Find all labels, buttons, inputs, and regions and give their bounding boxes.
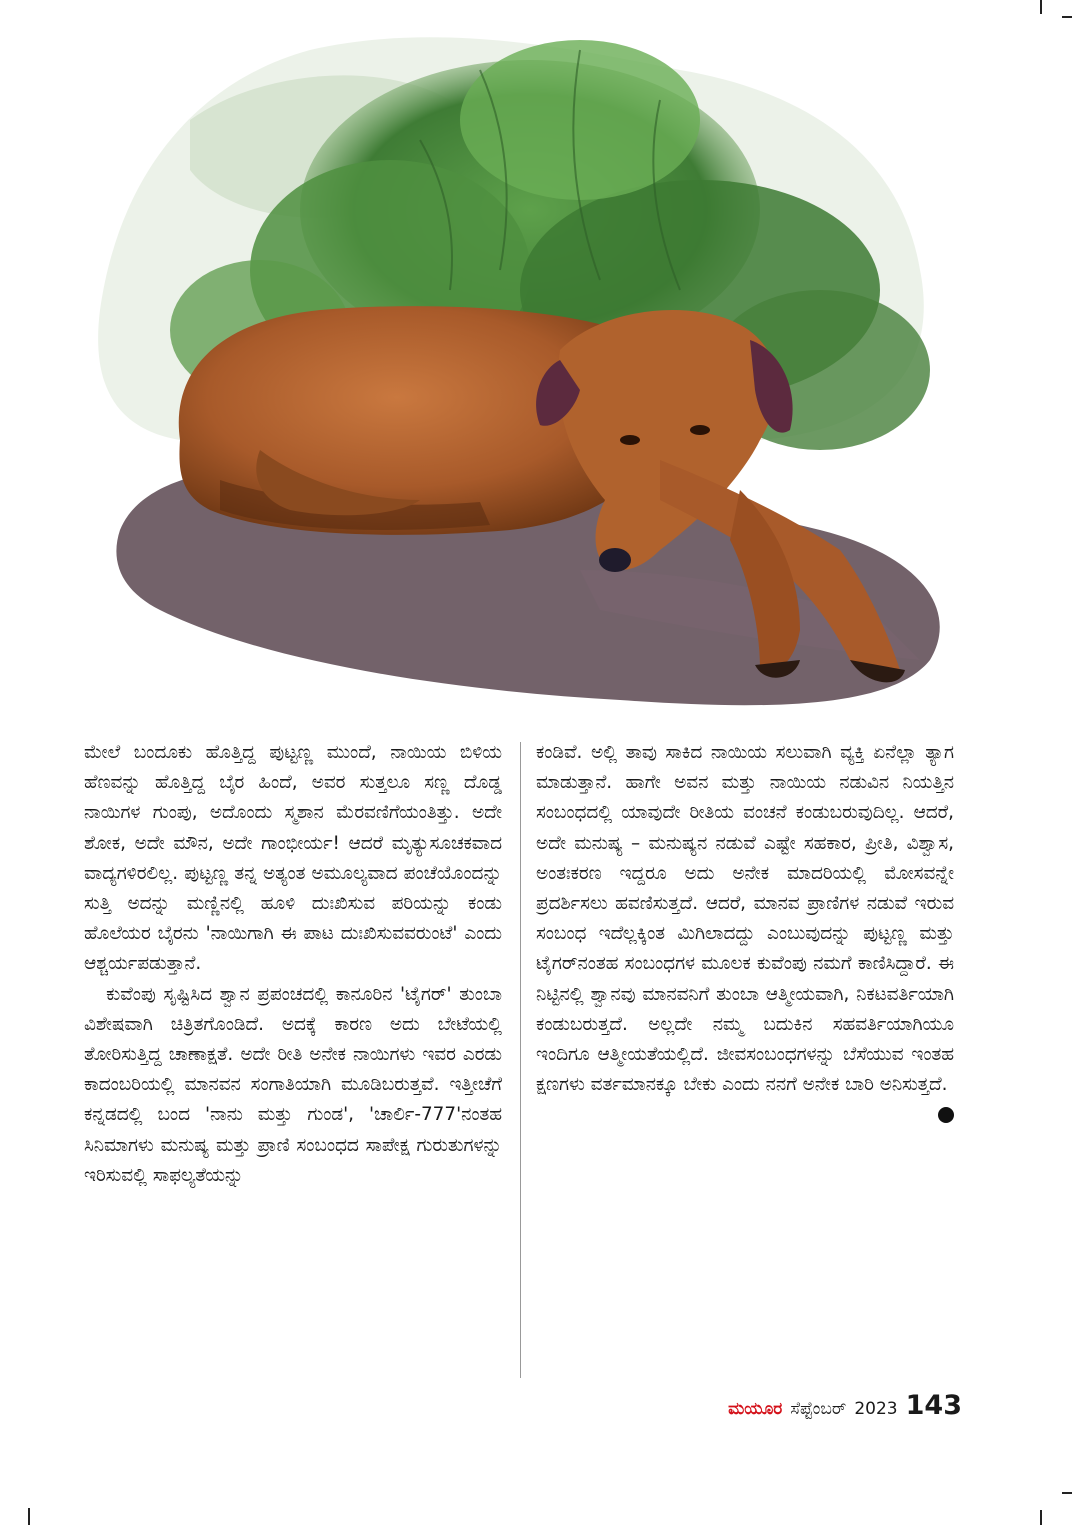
article-column-left [84, 738, 502, 1191]
crop-mark-bottom [1040, 1510, 1042, 1525]
paragraph [536, 738, 954, 1100]
paragraph: ಕುವೆಂಪು ಸೃಷ್ಟಿಸಿದ ಶ್ವಾನ ಪ್ರಪಂಚದಲ್ಲಿ ಕಾನೂರಿನ 'ಟೈಗರ್' ತುಂಬಾ ವಿಶೇಷವಾಗಿ ಚಿತ್ರಿತಗೊಂಡಿದೆ. ಅದಕ್ಕೆ ಕಾರಣ ಅದು ಬೇಟೆಯಲ್ಲಿ ತೋರಿಸುತ್ತಿದ್ದ ಚಾಣಾಕ್ಷತೆ. ಅದೇ ರೀತಿ ಅನೇಕ ನಾಯಿಗಳು ಇವರ ಎರಡು ಕಾದಂಬರಿಯಲ್ಲಿ ಮಾನವನ ಸಂಗಾತಿಯಾಗಿ ಮೂಡಿಬರುತ್ತವೆ. ಇತ್ತೀಚೆಗೆ ಕನ್ನಡದಲ್ಲಿ ಬಂದ 'ನಾನು ಮತ್ತು ಗುಂಡ', 'ಚಾರ್ಲಿ-777'ನಂತಹ ಸಿನಿಮಾಗಳು ಮನುಷ್ಯ ಮತ್ತು ಪ್ರಾಣಿ ಸಂಬಂಧದ ಸಾಪೇಕ್ಷ ಗುರುತುಗಳನ್ನು ಇರಿಸುವಲ್ಲಿ ಸಾಫಲ್ಯತೆಯನ್ನು [84, 983, 502, 1186]
issue-year: 2023 [854, 1399, 898, 1419]
crop-mark-right-top [1062, 16, 1072, 18]
page-footer [728, 1390, 962, 1421]
page-number: 143 [905, 1390, 962, 1421]
end-of-article-mark [938, 1107, 954, 1123]
crop-mark-right-bottom [1062, 1492, 1072, 1494]
crop-mark-left-bottom [28, 1508, 30, 1525]
article-body [84, 738, 972, 1378]
magazine-name: ಮಯೂರ [728, 1399, 783, 1419]
article-column-right [536, 738, 954, 1123]
dog-illustration [60, 10, 980, 730]
paragraph-text: ಕಂಡಿವೆ. ಅಲ್ಲಿ ತಾವು ಸಾಕಿದ ನಾಯಿಯ ಸಲುವಾಗಿ ವ್ಯಕ್ತಿ ಏನೆಲ್ಲಾ ತ್ಯಾಗ ಮಾಡುತ್ತಾನೆ. ಹಾಗೇ ಅವನ ಮತ್ತು ನಾಯಿಯ ನಡುವಿನ ನಿಯತ್ತಿನ ಸಂಬಂಧದಲ್ಲಿ ಯಾವುದೇ ರೀತಿಯ ವಂಚನೆ ಕಂಡುಬರುವುದಿಲ್ಲ. ಆದರೆ, ಅದೇ ಮನುಷ್ಯ – ಮನುಷ್ಯನ ನಡುವೆ ಎಷ್ಟೇ ಸಹಕಾರ, ಪ್ರೀತಿ, ವಿಶ್ವಾಸ, ಅಂತಃಕರಣ ಇದ್ದರೂ ಅದು ಅನೇಕ ಮಾದರಿಯಲ್ಲಿ ಮೋಸವನ್ನೇ ಪ್ರದರ್ಶಿಸಲು ಹವಣಿಸುತ್ತದೆ. ಆದರೆ, ಮಾನವ ಪ್ರಾಣಿಗಳ ನಡುವೆ ಇರುವ ಸಂಬಂಧ ಇದೆಲ್ಲಕ್ಕಿಂತ ಮಿಗಿಲಾದದ್ದು ಎಂಬುವುದನ್ನು ಪುಟ್ಟಣ್ಣ ಮತ್ತು ಟೈಗರ್‌ನಂತಹ ಸಂಬಂಧಗಳ ಮೂಲಕ ಕುವೆಂಪು ನಮಗೆ ಕಾಣಿಸಿದ್ದಾರೆ. ಈ ನಿಟ್ಟಿನಲ್ಲಿ ಶ್ವಾನವು ಮಾನವನಿಗೆ ತುಂಬಾ ಆತ್ಮೀಯವಾಗಿ, ನಿಕಟವರ್ತಿಯಾಗಿ ಕಂಡುಬರುತ್ತದೆ. ಅಲ್ಲದೇ ನಮ್ಮ ಬದುಕಿನ ಸಹವರ್ತಿಯಾಗಿಯೂ ಇಂದಿಗೂ ಆತ್ಮೀಯತೆಯಲ್ಲಿದೆ. ಜೀವಸಂಬಂಧಗಳನ್ನು ಬೆಸೆಯುವ ಇಂತಹ ಕ್ಷಣಗಳು ವರ್ತಮಾನಕ್ಕೂ ಬೇಕು ಎಂದು ನನಗೆ ಅನೇಕ ಬಾರಿ ಅನಿಸುತ್ತದೆ. [536, 742, 954, 1096]
crop-mark-top [1040, 0, 1042, 14]
paragraph: ಮೇಲೆ ಬಂದೂಕು ಹೊತ್ತಿದ್ದ ಪುಟ್ಟಣ್ಣ ಮುಂದೆ, ನಾಯಿಯ ಬಿಳಿಯ ಹೆಣವನ್ನು ಹೊತ್ತಿದ್ದ ಬೈರ ಹಿಂದೆ, ಅವರ ಸುತ್ತಲೂ ಸಣ್ಣ ದೊಡ್ಡ ನಾಯಿಗಳ ಗುಂಪು, ಅದೊಂದು ಸ್ಮಶಾನ ಮೆರವಣಿಗೆಯಂತಿತ್ತು. ಅದೇ ಶೋಕ, ಅದೇ ಮೌನ, ಅದೇ ಗಾಂಭೀರ್ಯ! ಆದರೆ ಮೃತ್ಯುಸೂಚಕವಾದ ವಾದ್ಯಗಳಿರಲಿಲ್ಲ. ಪುಟ್ಟಣ್ಣ ತನ್ನ ಅತ್ಯಂತ ಅಮೂಲ್ಯವಾದ ಪಂಚೆಯೊಂದನ್ನು ಸುತ್ತಿ ಅದನ್ನು ಮಣ್ಣಿನಲ್ಲಿ ಹೂಳಿ ದುಃಖಿಸುವ ಪರಿಯನ್ನು ಕಂಡು ಹೊಲೆಯರ ಬೈರನು 'ನಾಯಿಗಾಗಿ ಈ ಪಾಟ ದುಃಖಿಸುವವರುಂಟೆ' ಎಂದು ಆಶ್ಚರ್ಯಪಡುತ್ತಾನೆ. [84, 742, 502, 975]
column-divider [520, 742, 521, 1378]
issue-month: ಸೆಪ್ಟೆಂಬರ್ [790, 1399, 847, 1419]
